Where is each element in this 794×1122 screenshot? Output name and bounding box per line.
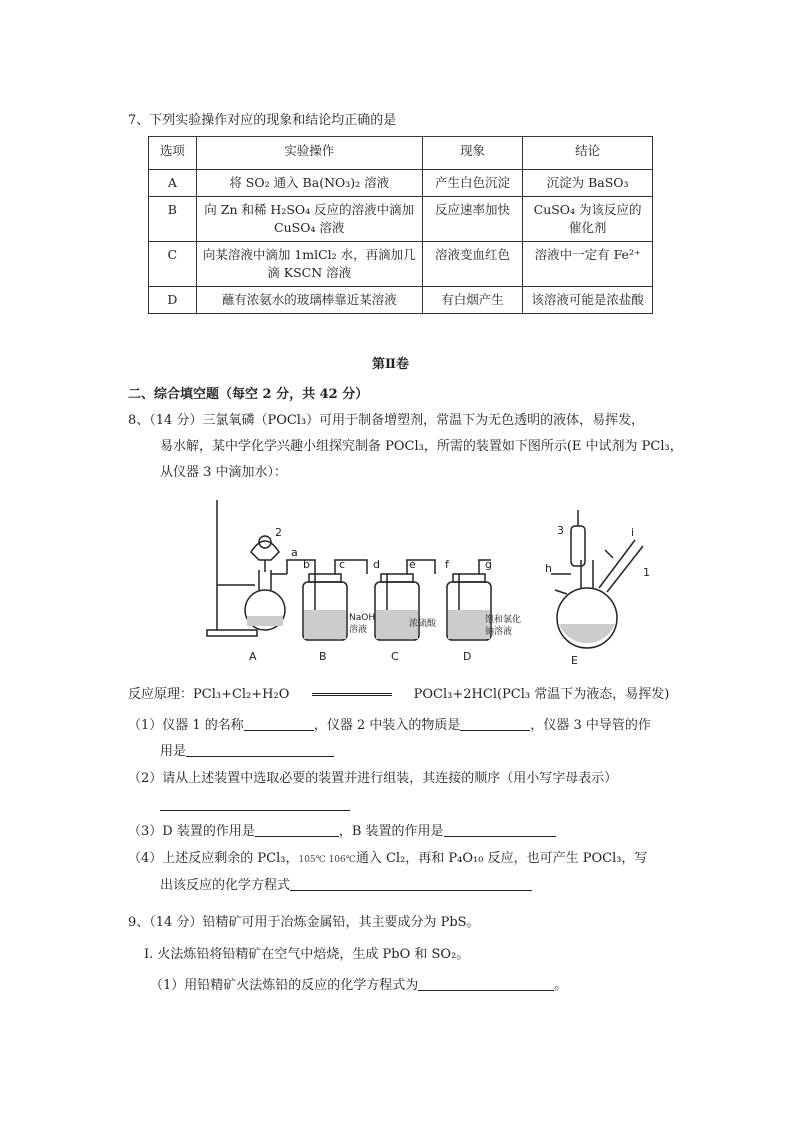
reaction-reactants: 反应原理：PCl₃+Cl₂+H₂O — [128, 687, 290, 702]
q8-part4 — [128, 850, 647, 869]
row-conclusion: 沉淀为 BaSO₃ — [523, 170, 653, 197]
label-3: 3 — [557, 524, 564, 537]
table-header-row — [149, 137, 653, 170]
reagent-d-line2: 钠溶液 — [485, 627, 513, 637]
label-port-e: e — [409, 558, 416, 571]
label-port-a: a — [291, 546, 298, 559]
apparatus-d-label: D — [463, 650, 472, 663]
q8-intro-line2: 易水解，某中学化学兴趣小组探究制备 POCl₃，所需的装置如下图所示(E 中试剂为 PCl₃， — [160, 439, 683, 454]
answer-blank[interactable] — [460, 716, 530, 731]
row-phenomenon: 反应速率加快 — [422, 197, 522, 242]
table-row — [149, 170, 653, 197]
label-port-d: d — [373, 558, 380, 571]
answer-blank[interactable] — [444, 822, 556, 837]
q8-p4-text-a: （4）上述反应剩余的 PCl₃， — [128, 851, 299, 866]
header-conclusion: 结论 — [523, 137, 653, 170]
q7-title: 7、下列实验操作对应的现象和结论均正确的是 — [128, 113, 397, 128]
section-heading: 二、综合填空题（每空 2 分，共 42 分） — [128, 387, 369, 402]
row-option: A — [149, 170, 197, 197]
table-row — [149, 287, 653, 314]
q7-table — [148, 136, 653, 314]
q9-part-i: Ⅰ. 火法炼铅将铅精矿在空气中焙烧，生成 PbO 和 SO₂。 — [144, 947, 470, 962]
answer-blank[interactable] — [255, 822, 339, 837]
row-operation: 将 SO₂ 通入 Ba(NO₃)₂ 溶液 — [196, 170, 422, 197]
label-port-g: g — [485, 558, 492, 571]
q8-intro-line3: 从仪器 3 中滴加水）： — [160, 465, 288, 480]
q8-part1 — [128, 716, 651, 735]
q8-part2: （2）请从上述装置中选取必要的装置并进行组装，其连接的顺序（用小写字母表示） — [128, 771, 618, 786]
apparatus-a-label: A — [249, 650, 257, 663]
row-operation: 蘸有浓氨水的玻璃棒靠近某溶液 — [196, 287, 422, 314]
q8-p3-text-a: （3）D 装置的作用是 — [128, 824, 255, 839]
row-operation: 向 Zn 和稀 H₂SO₄ 反应的溶液中滴加 CuSO₄ 溶液 — [196, 197, 422, 242]
header-phenomenon: 现象 — [422, 137, 522, 170]
row-phenomenon: 溶液变血红色 — [422, 242, 522, 287]
row-conclusion: 溶液中一定有 Fe²⁺ — [523, 242, 653, 287]
row-conclusion: 该溶液可能是浓盐酸 — [523, 287, 653, 314]
reaction-principle — [128, 686, 669, 704]
reagent-b-line2: 溶液 — [349, 625, 368, 635]
q8-part3 — [128, 822, 556, 841]
answer-blank[interactable] — [418, 976, 554, 991]
label-2: 2 — [275, 526, 282, 539]
label-port-f: f — [445, 558, 449, 571]
q8-p1-text-a: （1）仪器 1 的名称 — [128, 718, 244, 733]
row-operation: 向某溶液中滴加 1mlCl₂ 水，再滴加几滴 KSCN 溶液 — [196, 242, 422, 287]
table-row — [149, 197, 653, 242]
row-phenomenon: 产生白色沉淀 — [422, 170, 522, 197]
q9-p1-end: 。 — [554, 978, 568, 993]
apparatus-c-label: C — [391, 650, 399, 663]
q8-part4-cont — [160, 876, 532, 895]
answer-blank[interactable] — [244, 716, 314, 731]
volume-heading: 第Ⅱ卷 — [372, 357, 409, 372]
q8-intro-line1: 8、（14 分）三氯氧磷（POCl₃）可用于制备增塑剂，常温下为无色透明的液体，易挥发， — [128, 413, 645, 428]
q9-intro: 9、（14 分）铅精矿可用于冶炼金属铅，其主要成分为 PbS。 — [128, 915, 480, 930]
reaction-products: POCl₃+2HCl(PCl₃ 常温下为液态，易挥发) — [413, 687, 670, 702]
header-operation: 实验操作 — [196, 137, 422, 170]
table-row — [149, 242, 653, 287]
label-port-b: b — [303, 558, 310, 571]
apparatus-b-label: B — [319, 650, 327, 663]
reagent-d-line1: 饱和氯化 — [485, 615, 522, 625]
label-port-i: i — [631, 526, 635, 539]
answer-blank[interactable] — [160, 796, 350, 811]
q8-p4-text-b: 通入 Cl₂，再和 P₄O₁₀ 反应，也可产生 POCl₃，写 — [355, 851, 648, 866]
q8-p4-overlap-text: 105℃ 106℃ — [298, 855, 356, 865]
q8-part2-blank-row — [160, 796, 350, 815]
q8-p4-text-c: 出该反应的化学方程式 — [160, 878, 291, 893]
q8-p1-text-d: 用是 — [160, 744, 187, 759]
answer-blank[interactable] — [290, 876, 532, 891]
row-phenomenon: 有白烟产生 — [422, 287, 522, 314]
q8-p1-text-b: ，仪器 2 中装入的物质是 — [313, 718, 461, 733]
q9-part1 — [150, 976, 567, 995]
q8-p1-text-c: ，仪器 3 中导管的作 — [530, 718, 651, 733]
q8-part1-cont — [160, 742, 334, 761]
header-option: 选项 — [149, 137, 197, 170]
row-conclusion: CuSO₄ 为该反应的催化剂 — [523, 197, 653, 242]
answer-blank[interactable] — [186, 742, 334, 757]
reagent-b-line1: NaOH — [349, 613, 376, 623]
row-option: D — [149, 287, 197, 314]
q8-p3-text-b: ，B 装置的作用是 — [338, 824, 444, 839]
label-1: 1 — [643, 566, 650, 579]
apparatus-diagram — [195, 490, 675, 670]
label-port-h: h — [545, 562, 552, 575]
reaction-equals-sign — [312, 693, 392, 696]
q9-p1-text: （1）用铅精矿火法炼铅的反应的化学方程式为 — [150, 978, 419, 993]
label-port-c: c — [339, 558, 346, 571]
row-option: B — [149, 197, 197, 242]
reagent-c: 浓硫酸 — [409, 619, 437, 629]
apparatus-e-label: E — [571, 654, 578, 667]
row-option: C — [149, 242, 197, 287]
